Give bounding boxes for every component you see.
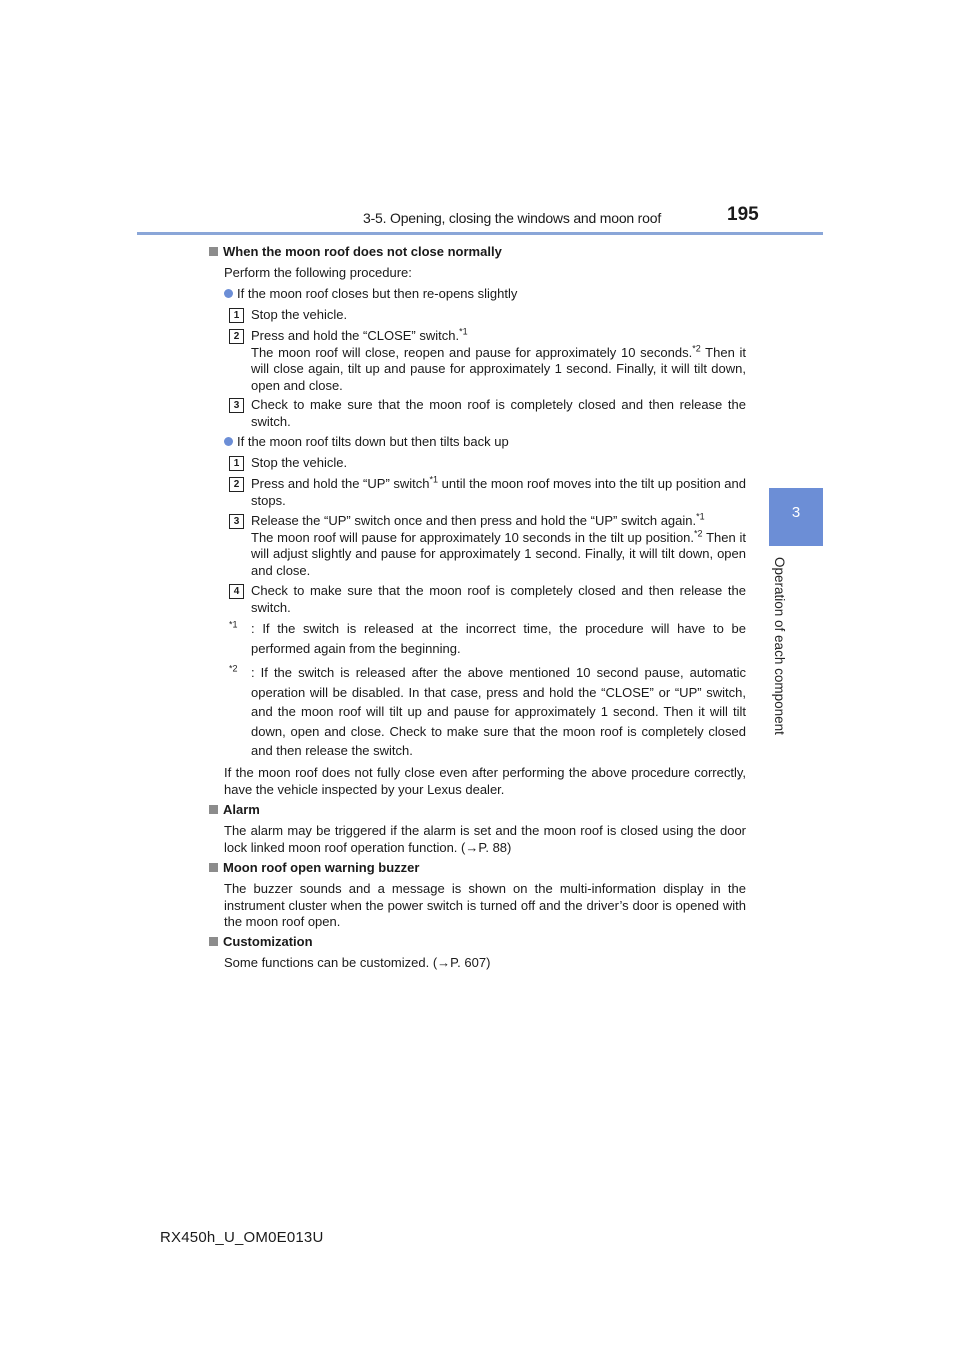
circle-bullet-icon bbox=[224, 437, 233, 446]
step-number-icon: 1 bbox=[229, 456, 244, 471]
heading-buzzer: Moon roof open warning buzzer bbox=[209, 860, 419, 877]
page-number: 195 bbox=[727, 204, 759, 225]
chapter-number: 3 bbox=[791, 504, 801, 521]
footer-code: RX450h_U_OM0E013U bbox=[160, 1229, 324, 1246]
step-number-icon: 1 bbox=[229, 308, 244, 323]
customization-text: Some functions can be customized. (→P. 607) bbox=[224, 955, 491, 970]
case2-title: If the moon roof tilts down but then tilts back up bbox=[224, 434, 509, 451]
buzzer-text: The buzzer sounds and a message is shown on the multi-information display in the instrument cluster when the power switch is turned off and the driver’s door is opened with the moon roof open. bbox=[224, 881, 746, 929]
header-rule bbox=[137, 232, 823, 235]
step-number-icon: 2 bbox=[229, 477, 244, 492]
square-bullet-icon bbox=[209, 937, 218, 946]
closing-text: If the moon roof does not fully close even after performing the above procedure correctly, have the vehicle inspected by your Lexus dealer. bbox=[224, 765, 746, 797]
heading-not-close: When the moon roof does not close normally bbox=[209, 244, 502, 261]
heading-customization: Customization bbox=[209, 934, 313, 951]
chapter-tab bbox=[769, 488, 823, 546]
step-number-icon: 3 bbox=[229, 398, 244, 413]
intro-text: Perform the following procedure: bbox=[224, 265, 412, 280]
square-bullet-icon bbox=[209, 863, 218, 872]
square-bullet-icon bbox=[209, 247, 218, 256]
chapter-label: Operation of each component bbox=[772, 557, 787, 735]
step-number-icon: 2 bbox=[229, 329, 244, 344]
heading-alarm: Alarm bbox=[209, 802, 260, 819]
circle-bullet-icon bbox=[224, 289, 233, 298]
section-title: 3-5. Opening, closing the windows and moon roof bbox=[363, 210, 662, 226]
alarm-text: The alarm may be triggered if the alarm is set and the moon roof is closed using the door lock linked moon roof operation function. (→P. 88) bbox=[224, 823, 746, 855]
step-number-icon: 4 bbox=[229, 584, 244, 599]
case1-title: If the moon roof closes but then re-opens slightly bbox=[224, 286, 517, 303]
square-bullet-icon bbox=[209, 805, 218, 814]
step-number-icon: 3 bbox=[229, 514, 244, 529]
